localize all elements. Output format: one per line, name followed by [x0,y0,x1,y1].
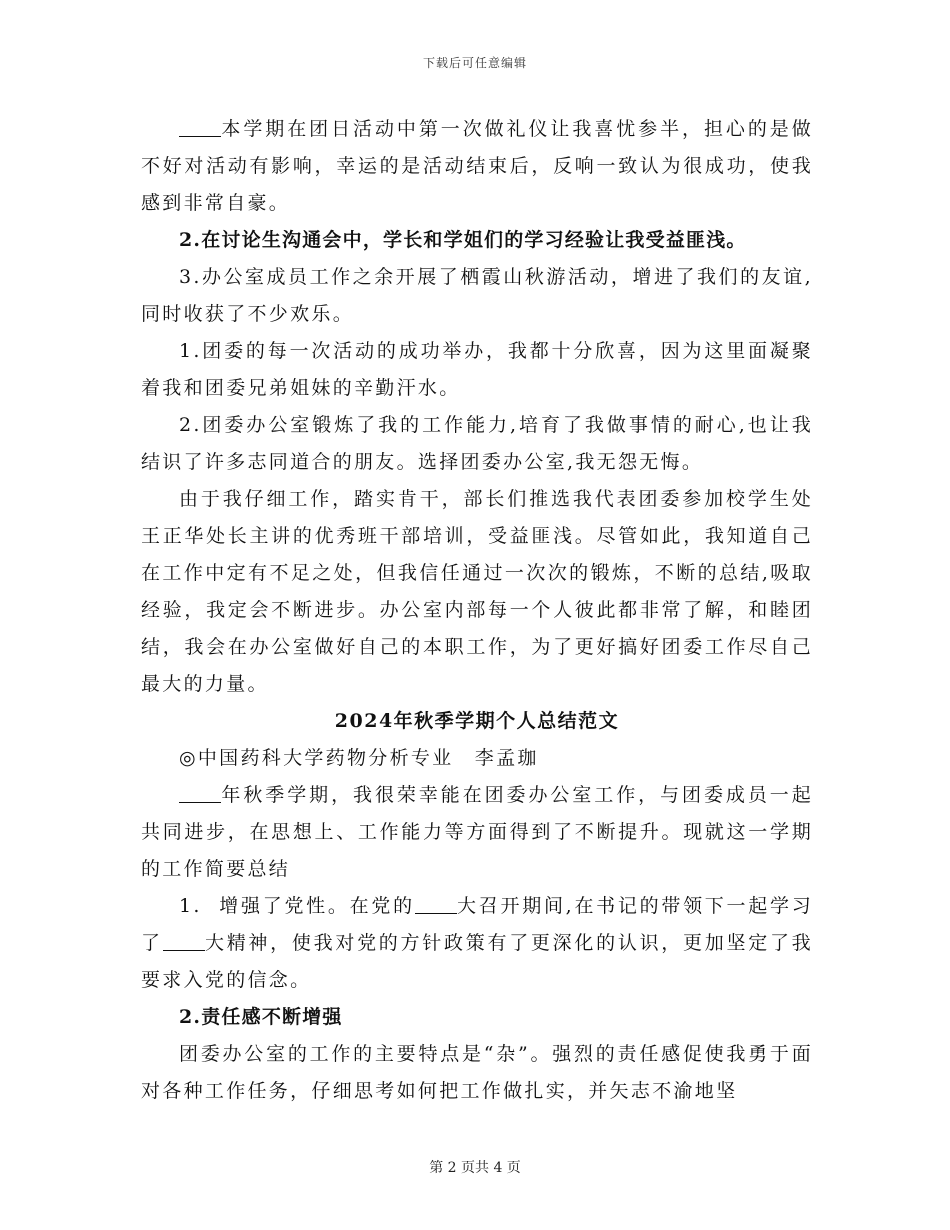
blank-underline [179,117,221,137]
section-title: 2024年秋季学期个人总结范文 [334,710,620,732]
paragraph [141,777,813,888]
paragraph-text: 大召开期间,在书记的带领下一起学习了 [141,895,814,954]
paragraph [141,111,813,222]
author-line: ◎中国药科大学药物分析专业 李孟珈 [179,747,539,769]
paragraph-text: 年秋季学期，我很荣幸能在团委办公室工作，与团委成员一起共同进步，在思想上、工作能力等方面得到了不断提升。现就这一学期的工作简要总结 [141,784,813,880]
page-header: 下载后可任意编辑 [422,56,527,70]
paragraph: 由于我仔细工作，踏实肯干，部长们推选我代表团委参加校学生处王正华处长主讲的优秀班干部培训，受益匪浅。尽管如此，我知道自己在工作中定有不足之处，但我信任通过一次次的锻炼，不断的总结,吸取经验，我定会不断进步。办公室内部每一个人彼此都非常了解，和睦团结，我会在办公室做好自己的本职工作，为了更好搞好团委工作尽自己最大的力量。 [141,488,813,695]
paragraph: 2.团委办公室锻炼了我的工作能力,培育了我做事情的耐心,也让我结识了许多志同道合的朋友。选择团委办公室,我无怨无悔。 [141,414,813,473]
paragraph-text: 大精神，使我对党的方针政策有了更深化的认识，更加坚定了我要求入党的信念。 [141,932,813,991]
blank-underline [415,894,457,914]
paragraph-text: 本学期在团日活动中第一次做礼仪让我喜忧参半，担心的是做不好对活动有影响，幸运的是活动结束后，反响一致认为很成功，使我感到非常自豪。 [141,118,813,214]
paragraph-bold: 2.在讨论生沟通会中，学长和学姐们的学习经验让我受益匪浅。 [179,229,747,251]
blank-underline [163,931,205,951]
paragraph-text: 增强了党性。在党的 [219,895,415,917]
paragraph: 团委办公室的工作的主要特点是“杂”。强烈的责任感促使我勇于面对各种工作任务，仔细思考如何把工作做扎实，并矢志不渝地坚 [141,1043,813,1102]
paragraph: 3.办公室成员工作之余开展了栖霞山秋游活动，增进了我们的友谊,同时收获了不少欢乐。 [141,266,813,325]
paragraph-bold: 2.责任感不断增强 [179,1006,343,1028]
document-body [141,111,813,1110]
paragraph: 1.团委的每一次活动的成功举办，我都十分欣喜，因为这里面凝聚着我和团委兄弟姐妹的辛勤汗水。 [141,340,813,399]
paragraph [141,888,813,999]
blank-underline [179,783,221,803]
item-number: 1. [179,895,202,917]
page-footer: 第 2 页共 4 页 [429,1160,521,1176]
